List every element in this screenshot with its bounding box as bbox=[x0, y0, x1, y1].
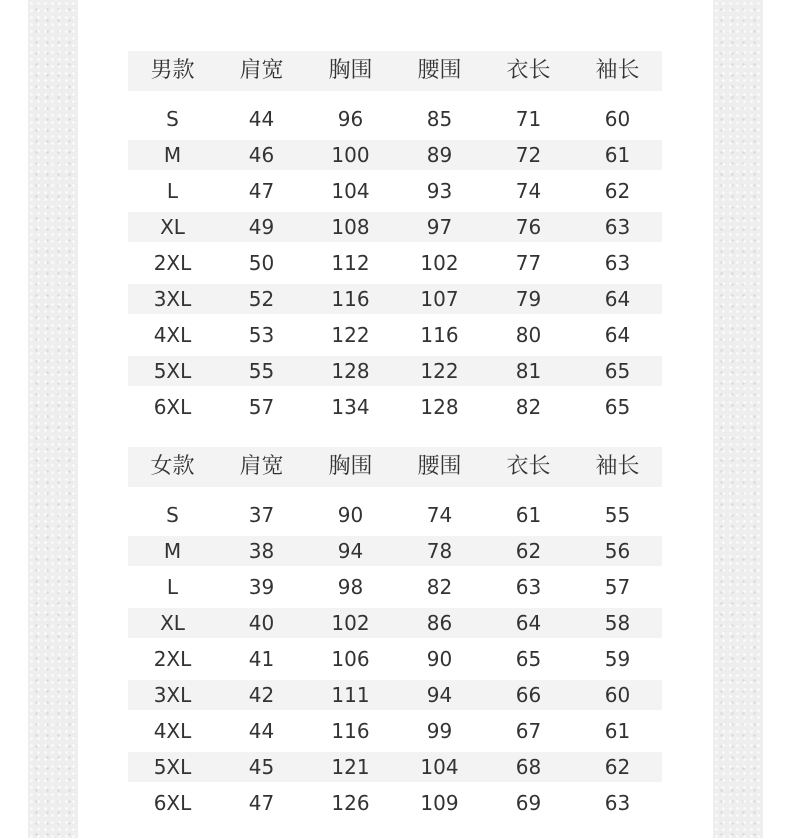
measurement-cell: 40 bbox=[248, 611, 275, 635]
measurement-cell: 89 bbox=[426, 143, 453, 167]
measurement-cell: 60 bbox=[604, 683, 631, 707]
measurement-cell: 72 bbox=[515, 143, 542, 167]
measurement-cell: 99 bbox=[426, 719, 453, 743]
measurement-cell: 49 bbox=[248, 215, 275, 239]
women-size-table bbox=[128, 447, 662, 821]
size-label-cell: 4XL bbox=[153, 323, 192, 347]
size-label-cell: 3XL bbox=[153, 683, 192, 707]
column-header: 腰围 bbox=[417, 58, 462, 83]
measurement-cell: 62 bbox=[515, 539, 542, 563]
measurement-cell: 56 bbox=[604, 539, 631, 563]
measurement-cell: 82 bbox=[515, 395, 542, 419]
measurement-cell: 96 bbox=[337, 107, 364, 131]
table-row bbox=[128, 536, 662, 566]
measurement-cell: 38 bbox=[248, 539, 275, 563]
left-textured-border bbox=[28, 0, 78, 838]
measurement-cell: 63 bbox=[515, 575, 542, 599]
measurement-cell: 85 bbox=[426, 107, 453, 131]
measurement-cell: 90 bbox=[337, 503, 364, 527]
measurement-cell: 128 bbox=[331, 359, 370, 383]
right-textured-border bbox=[713, 0, 763, 838]
measurement-cell: 44 bbox=[248, 719, 275, 743]
table-row bbox=[128, 173, 662, 209]
measurement-cell: 64 bbox=[604, 287, 631, 311]
size-label-cell: L bbox=[166, 179, 179, 203]
size-label-cell: M bbox=[163, 143, 182, 167]
measurement-cell: 65 bbox=[604, 359, 631, 383]
measurement-cell: 39 bbox=[248, 575, 275, 599]
measurement-cell: 93 bbox=[426, 179, 453, 203]
measurement-cell: 104 bbox=[331, 179, 370, 203]
measurement-cell: 111 bbox=[331, 683, 370, 707]
table-row bbox=[128, 389, 662, 425]
size-label-cell: S bbox=[166, 503, 179, 527]
size-label-cell: 3XL bbox=[153, 287, 192, 311]
measurement-cell: 57 bbox=[248, 395, 275, 419]
table-row bbox=[128, 101, 662, 137]
size-label-cell: 6XL bbox=[153, 791, 192, 815]
measurement-cell: 112 bbox=[331, 251, 370, 275]
size-label-cell: 5XL bbox=[153, 359, 192, 383]
size-label-cell: 2XL bbox=[153, 647, 192, 671]
size-label-cell: 2XL bbox=[153, 251, 192, 275]
men-table-header-row bbox=[128, 51, 662, 91]
column-header: 袖长 bbox=[595, 454, 640, 479]
measurement-cell: 46 bbox=[248, 143, 275, 167]
measurement-cell: 64 bbox=[515, 611, 542, 635]
measurement-cell: 116 bbox=[331, 719, 370, 743]
measurement-cell: 134 bbox=[331, 395, 370, 419]
measurement-cell: 67 bbox=[515, 719, 542, 743]
column-header: 腰围 bbox=[417, 454, 462, 479]
measurement-cell: 50 bbox=[248, 251, 275, 275]
measurement-cell: 82 bbox=[426, 575, 453, 599]
table-row bbox=[128, 245, 662, 281]
measurement-cell: 86 bbox=[426, 611, 453, 635]
women-table-header-row bbox=[128, 447, 662, 487]
measurement-cell: 116 bbox=[331, 287, 370, 311]
size-label-cell: 4XL bbox=[153, 719, 192, 743]
measurement-cell: 102 bbox=[331, 611, 370, 635]
measurement-cell: 80 bbox=[515, 323, 542, 347]
measurement-cell: 71 bbox=[515, 107, 542, 131]
size-label-cell: L bbox=[166, 575, 179, 599]
size-label-cell: S bbox=[166, 107, 179, 131]
table-row bbox=[128, 569, 662, 605]
measurement-cell: 69 bbox=[515, 791, 542, 815]
measurement-cell: 78 bbox=[426, 539, 453, 563]
table-row bbox=[128, 641, 662, 677]
size-label-cell: 5XL bbox=[153, 755, 192, 779]
table-row bbox=[128, 752, 662, 782]
measurement-cell: 61 bbox=[604, 143, 631, 167]
table-row bbox=[128, 608, 662, 638]
measurement-cell: 59 bbox=[604, 647, 631, 671]
measurement-cell: 42 bbox=[248, 683, 275, 707]
measurement-cell: 60 bbox=[604, 107, 631, 131]
column-header: 女款 bbox=[150, 454, 195, 479]
measurement-cell: 53 bbox=[248, 323, 275, 347]
column-header: 胸围 bbox=[328, 58, 373, 83]
measurement-cell: 55 bbox=[248, 359, 275, 383]
measurement-cell: 64 bbox=[604, 323, 631, 347]
measurement-cell: 57 bbox=[604, 575, 631, 599]
men-size-table bbox=[128, 51, 662, 425]
column-header: 胸围 bbox=[328, 454, 373, 479]
measurement-cell: 116 bbox=[420, 323, 459, 347]
measurement-cell: 61 bbox=[515, 503, 542, 527]
measurement-cell: 66 bbox=[515, 683, 542, 707]
measurement-cell: 128 bbox=[420, 395, 459, 419]
measurement-cell: 106 bbox=[331, 647, 370, 671]
column-header: 衣长 bbox=[506, 58, 551, 83]
table-row bbox=[128, 140, 662, 170]
measurement-cell: 102 bbox=[420, 251, 459, 275]
measurement-cell: 122 bbox=[420, 359, 459, 383]
column-header: 袖长 bbox=[595, 58, 640, 83]
size-label-cell: M bbox=[163, 539, 182, 563]
measurement-cell: 98 bbox=[337, 575, 364, 599]
table-row bbox=[128, 356, 662, 386]
measurement-cell: 81 bbox=[515, 359, 542, 383]
measurement-cell: 44 bbox=[248, 107, 275, 131]
size-label-cell: 6XL bbox=[153, 395, 192, 419]
measurement-cell: 90 bbox=[426, 647, 453, 671]
table-row bbox=[128, 713, 662, 749]
measurement-cell: 76 bbox=[515, 215, 542, 239]
measurement-cell: 126 bbox=[331, 791, 370, 815]
measurement-cell: 62 bbox=[604, 179, 631, 203]
table-row bbox=[128, 497, 662, 533]
measurement-cell: 121 bbox=[331, 755, 370, 779]
measurement-cell: 45 bbox=[248, 755, 275, 779]
measurement-cell: 122 bbox=[331, 323, 370, 347]
column-header: 男款 bbox=[150, 58, 195, 83]
measurement-cell: 62 bbox=[604, 755, 631, 779]
measurement-cell: 47 bbox=[248, 179, 275, 203]
measurement-cell: 74 bbox=[426, 503, 453, 527]
measurement-cell: 52 bbox=[248, 287, 275, 311]
size-label-cell: XL bbox=[160, 215, 185, 239]
measurement-cell: 65 bbox=[515, 647, 542, 671]
measurement-cell: 79 bbox=[515, 287, 542, 311]
measurement-cell: 58 bbox=[604, 611, 631, 635]
measurement-cell: 97 bbox=[426, 215, 453, 239]
measurement-cell: 107 bbox=[420, 287, 459, 311]
measurement-cell: 41 bbox=[248, 647, 275, 671]
measurement-cell: 63 bbox=[604, 251, 631, 275]
table-row bbox=[128, 212, 662, 242]
measurement-cell: 108 bbox=[331, 215, 370, 239]
measurement-cell: 100 bbox=[331, 143, 370, 167]
measurement-cell: 61 bbox=[604, 719, 631, 743]
measurement-cell: 109 bbox=[420, 791, 459, 815]
table-row bbox=[128, 284, 662, 314]
measurement-cell: 47 bbox=[248, 791, 275, 815]
measurement-cell: 55 bbox=[604, 503, 631, 527]
measurement-cell: 68 bbox=[515, 755, 542, 779]
measurement-cell: 63 bbox=[604, 791, 631, 815]
measurement-cell: 74 bbox=[515, 179, 542, 203]
measurement-cell: 94 bbox=[337, 539, 364, 563]
size-label-cell: XL bbox=[160, 611, 185, 635]
column-header: 衣长 bbox=[506, 454, 551, 479]
column-header: 肩宽 bbox=[239, 58, 284, 83]
measurement-cell: 63 bbox=[604, 215, 631, 239]
measurement-cell: 37 bbox=[248, 503, 275, 527]
table-row bbox=[128, 680, 662, 710]
measurement-cell: 77 bbox=[515, 251, 542, 275]
table-row bbox=[128, 317, 662, 353]
measurement-cell: 104 bbox=[420, 755, 459, 779]
measurement-cell: 65 bbox=[604, 395, 631, 419]
column-header: 肩宽 bbox=[239, 454, 284, 479]
measurement-cell: 94 bbox=[426, 683, 453, 707]
table-row bbox=[128, 785, 662, 821]
